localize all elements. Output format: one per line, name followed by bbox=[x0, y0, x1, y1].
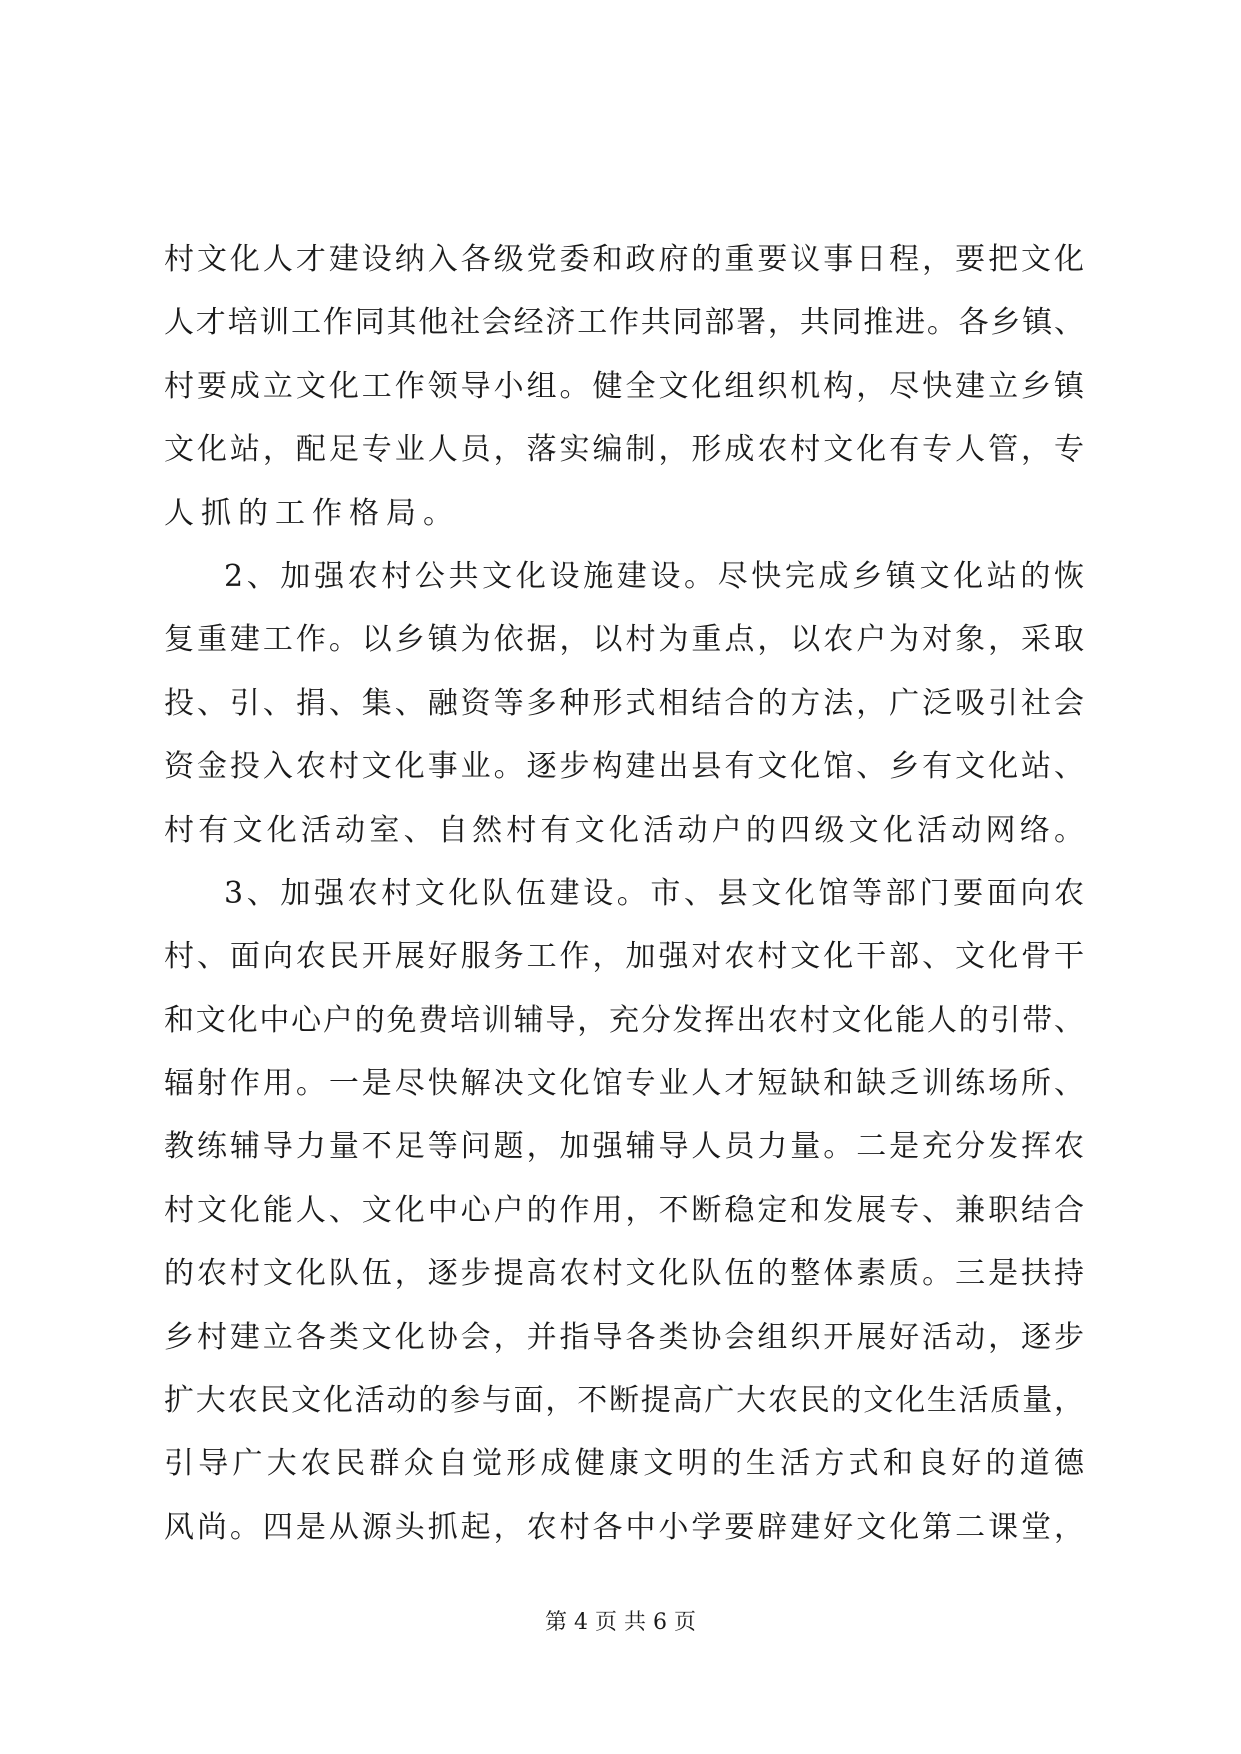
text-line: 扩大农民文化活动的参与面，不断提高广大农民的文化生活质量， bbox=[164, 1383, 1084, 1419]
text-line: 村要成立文化工作领导小组。健全文化组织机构，尽快建立乡镇 bbox=[164, 368, 1084, 404]
text-line: 村、面向农民开展好服务工作，加强对农村文化干部、文化骨干 bbox=[164, 939, 1084, 975]
text-line: 村文化人才建设纳入各级党委和政府的重要议事日程，要把文化 bbox=[164, 242, 1084, 277]
text-line: 资金投入农村文化事业。逐步构建出县有文化馆、乡有文化站、 bbox=[164, 749, 1084, 785]
paragraph-start-line: 3、加强农村文化队伍建设。市、县文化馆等部门要面向农 bbox=[224, 875, 1084, 911]
text-line: 的农村文化队伍，逐步提高农村文化队伍的整体素质。三是扶持 bbox=[164, 1256, 1084, 1292]
text-line: 辐射作用。一是尽快解决文化馆专业人才短缺和缺乏训练场所、 bbox=[164, 1066, 1084, 1102]
text-line: 和文化中心户的免费培训辅导，充分发挥出农村文化能人的引带、 bbox=[164, 1002, 1084, 1038]
text-line: 人抓的工作格局。 bbox=[164, 495, 460, 531]
text-line: 投、引、捐、集、融资等多种形式相结合的方法，广泛吸引社会 bbox=[164, 685, 1084, 721]
page-footer: 第 4 页 共 6 页 bbox=[545, 1610, 696, 1635]
paragraph-start-line: 2、加强农村公共文化设施建设。尽快完成乡镇文化站的恢 bbox=[224, 558, 1084, 594]
text-line: 村文化能人、文化中心户的作用，不断稳定和发展专、兼职结合 bbox=[164, 1192, 1084, 1228]
document-body bbox=[164, 228, 1084, 1559]
text-line: 风尚。四是从源头抓起，农村各中小学要辟建好文化第二课堂， bbox=[164, 1509, 1084, 1545]
text-line: 复重建工作。以乡镇为依据，以村为重点，以农户为对象，采取 bbox=[164, 622, 1084, 658]
text-line: 文化站，配足专业人员，落实编制，形成农村文化有专人管，专 bbox=[164, 432, 1084, 468]
text-line: 教练辅导力量不足等问题，加强辅导人员力量。二是充分发挥农 bbox=[164, 1129, 1084, 1165]
text-line: 人才培训工作同其他社会经济工作共同部署，共同推进。各乡镇、 bbox=[164, 305, 1084, 341]
text-line: 引导广大农民群众自觉形成健康文明的生活方式和良好的道德 bbox=[164, 1446, 1084, 1482]
text-line: 村有文化活动室、自然村有文化活动户的四级文化活动网络。 bbox=[164, 812, 1084, 848]
text-line: 乡村建立各类文化协会，并指导各类协会组织开展好活动，逐步 bbox=[164, 1319, 1084, 1355]
